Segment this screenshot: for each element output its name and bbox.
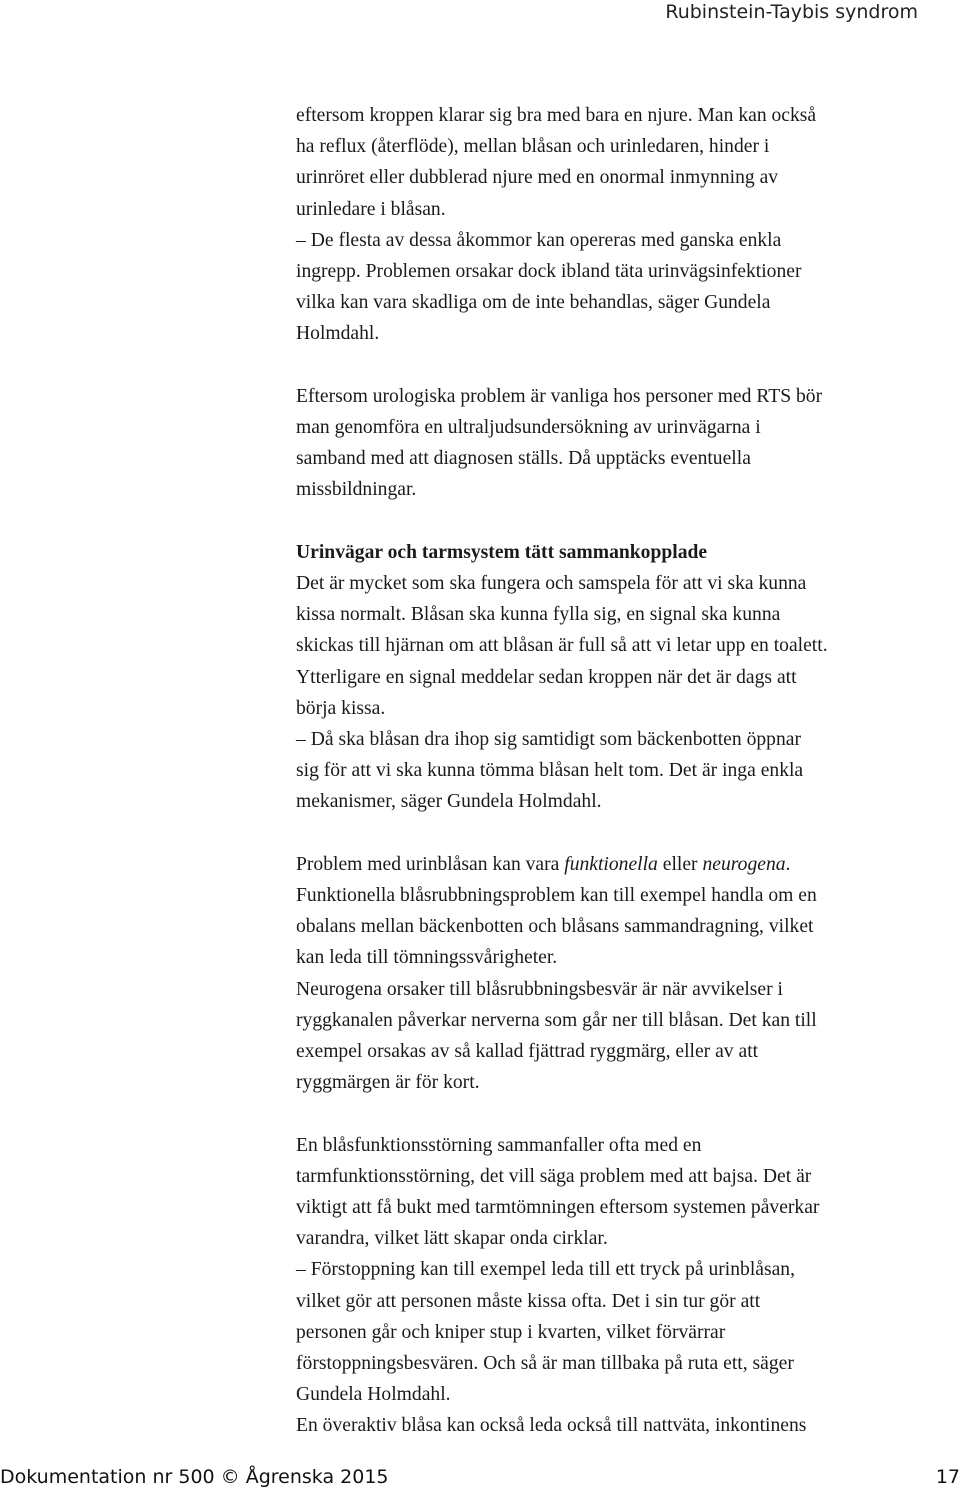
text-line: ryggmärgen är för kort.: [296, 1072, 480, 1094]
text-line: tarmfunktionsstörning, det vill säga problem med att bajsa. Det är: [296, 1165, 812, 1187]
paragraph-gap: [296, 818, 936, 849]
text-run: Problem med urinblåsan kan vara: [296, 853, 565, 875]
emphasis: neurogena: [702, 853, 786, 875]
text-line: sig för att vi ska kunna tömma blåsan helt tom. Det är inga enkla: [296, 760, 804, 782]
text-line: urinröret eller dubblerad njure med en onormal inmynning av: [296, 167, 779, 189]
text-line: – Förstoppning kan till exempel leda till ett tryck på urinblåsan,: [296, 1259, 795, 1281]
paragraph-gap: [296, 1098, 936, 1129]
text-run: eller: [657, 853, 703, 875]
text-line: En överaktiv blåsa kan också leda också till nattväta, inkontinens: [296, 1415, 807, 1437]
text-line: urinledare i blåsan.: [296, 198, 446, 220]
text-line: man genomföra en ultraljudsundersökning av urinvägarna i: [296, 417, 761, 439]
text-line: samband med att diagnosen ställs. Då upptäcks eventuella: [296, 448, 751, 470]
text-line: ingrepp. Problemen orsakar dock ibland täta urinvägsinfektioner: [296, 261, 802, 283]
text-line: [296, 849, 936, 880]
paragraph: [296, 1130, 936, 1442]
text-line: Neurogena orsaker till blåsrubbningsbesvär är när avvikelser i: [296, 978, 783, 1000]
text-line: Eftersom urologiska problem är vanliga hos personer med RTS bör: [296, 385, 823, 407]
paragraph: [296, 381, 936, 506]
paragraph: [296, 849, 936, 1099]
text-line: ryggkanalen påverkar nerverna som går ner till blåsan. Det kan till: [296, 1009, 817, 1031]
running-header: Rubinstein-Taybis syndrom: [665, 1, 918, 23]
text-line: viktigt att få bukt med tarmtömningen eftersom systemen påverkar: [296, 1197, 820, 1219]
text-run: .: [785, 853, 791, 875]
paragraph: [296, 100, 936, 350]
text-line: kissa normalt. Blåsan ska kunna fylla sig, en signal ska kunna: [296, 604, 781, 626]
text-line: börja kissa.: [296, 697, 386, 719]
text-line: ha reflux (återflöde), mellan blåsan och urinledaren, hinder i: [296, 136, 770, 158]
text-line: exempel orsakas av så kallad fjättrad ryggmärg, eller av att: [296, 1041, 759, 1063]
text-line: skickas till hjärnan om att blåsan är full så att vi letar upp en toalett.: [296, 635, 828, 657]
paragraph: [296, 537, 936, 818]
article-body: [296, 100, 936, 1442]
text-line: Gundela Holmdahl.: [296, 1384, 451, 1406]
text-line: En blåsfunktionsstörning sammanfaller ofta med en: [296, 1134, 702, 1156]
text-line: Funktionella blåsrubbningsproblem kan till exempel handla om en: [296, 885, 817, 907]
text-line: obalans mellan bäckenbotten och blåsans sammandragning, vilket: [296, 916, 814, 938]
section-heading: Urinvägar och tarmsystem tätt sammankopplade: [296, 541, 708, 563]
text-line: – De flesta av dessa åkommor kan opereras med ganska enkla: [296, 229, 782, 251]
text-line: varandra, vilket lätt skapar onda cirklar.: [296, 1228, 608, 1250]
text-line: mekanismer, säger Gundela Holmdahl.: [296, 791, 602, 813]
emphasis: funktionella: [564, 853, 658, 875]
text-line: – Då ska blåsan dra ihop sig samtidigt som bäckenbotten öppnar: [296, 729, 801, 751]
footer-publication: Dokumentation nr 500 © Ågrenska 2015: [0, 1466, 389, 1488]
text-line: kan leda till tömningssvårigheter.: [296, 947, 558, 969]
text-line: förstoppningsbesvären. Och så är man tillbaka på ruta ett, säger: [296, 1353, 794, 1375]
text-line: Det är mycket som ska fungera och samspela för att vi ska kunna: [296, 573, 807, 595]
paragraph-gap: [296, 506, 936, 537]
paragraph-gap: [296, 350, 936, 381]
text-line: vilka kan vara skadliga om de inte behandlas, säger Gundela: [296, 292, 771, 314]
text-line: missbildningar.: [296, 479, 417, 501]
text-line: personen går och kniper stup i kvarten, vilket förvärrar: [296, 1321, 726, 1343]
text-line: Ytterligare en signal meddelar sedan kroppen när det är dags att: [296, 666, 797, 688]
page-number: 17: [935, 1466, 960, 1488]
text-line: eftersom kroppen klarar sig bra med bara en njure. Man kan också: [296, 105, 817, 126]
text-line: Holmdahl.: [296, 323, 380, 345]
text-line: vilket gör att personen måste kissa ofta. Det i sin tur gör att: [296, 1290, 761, 1312]
